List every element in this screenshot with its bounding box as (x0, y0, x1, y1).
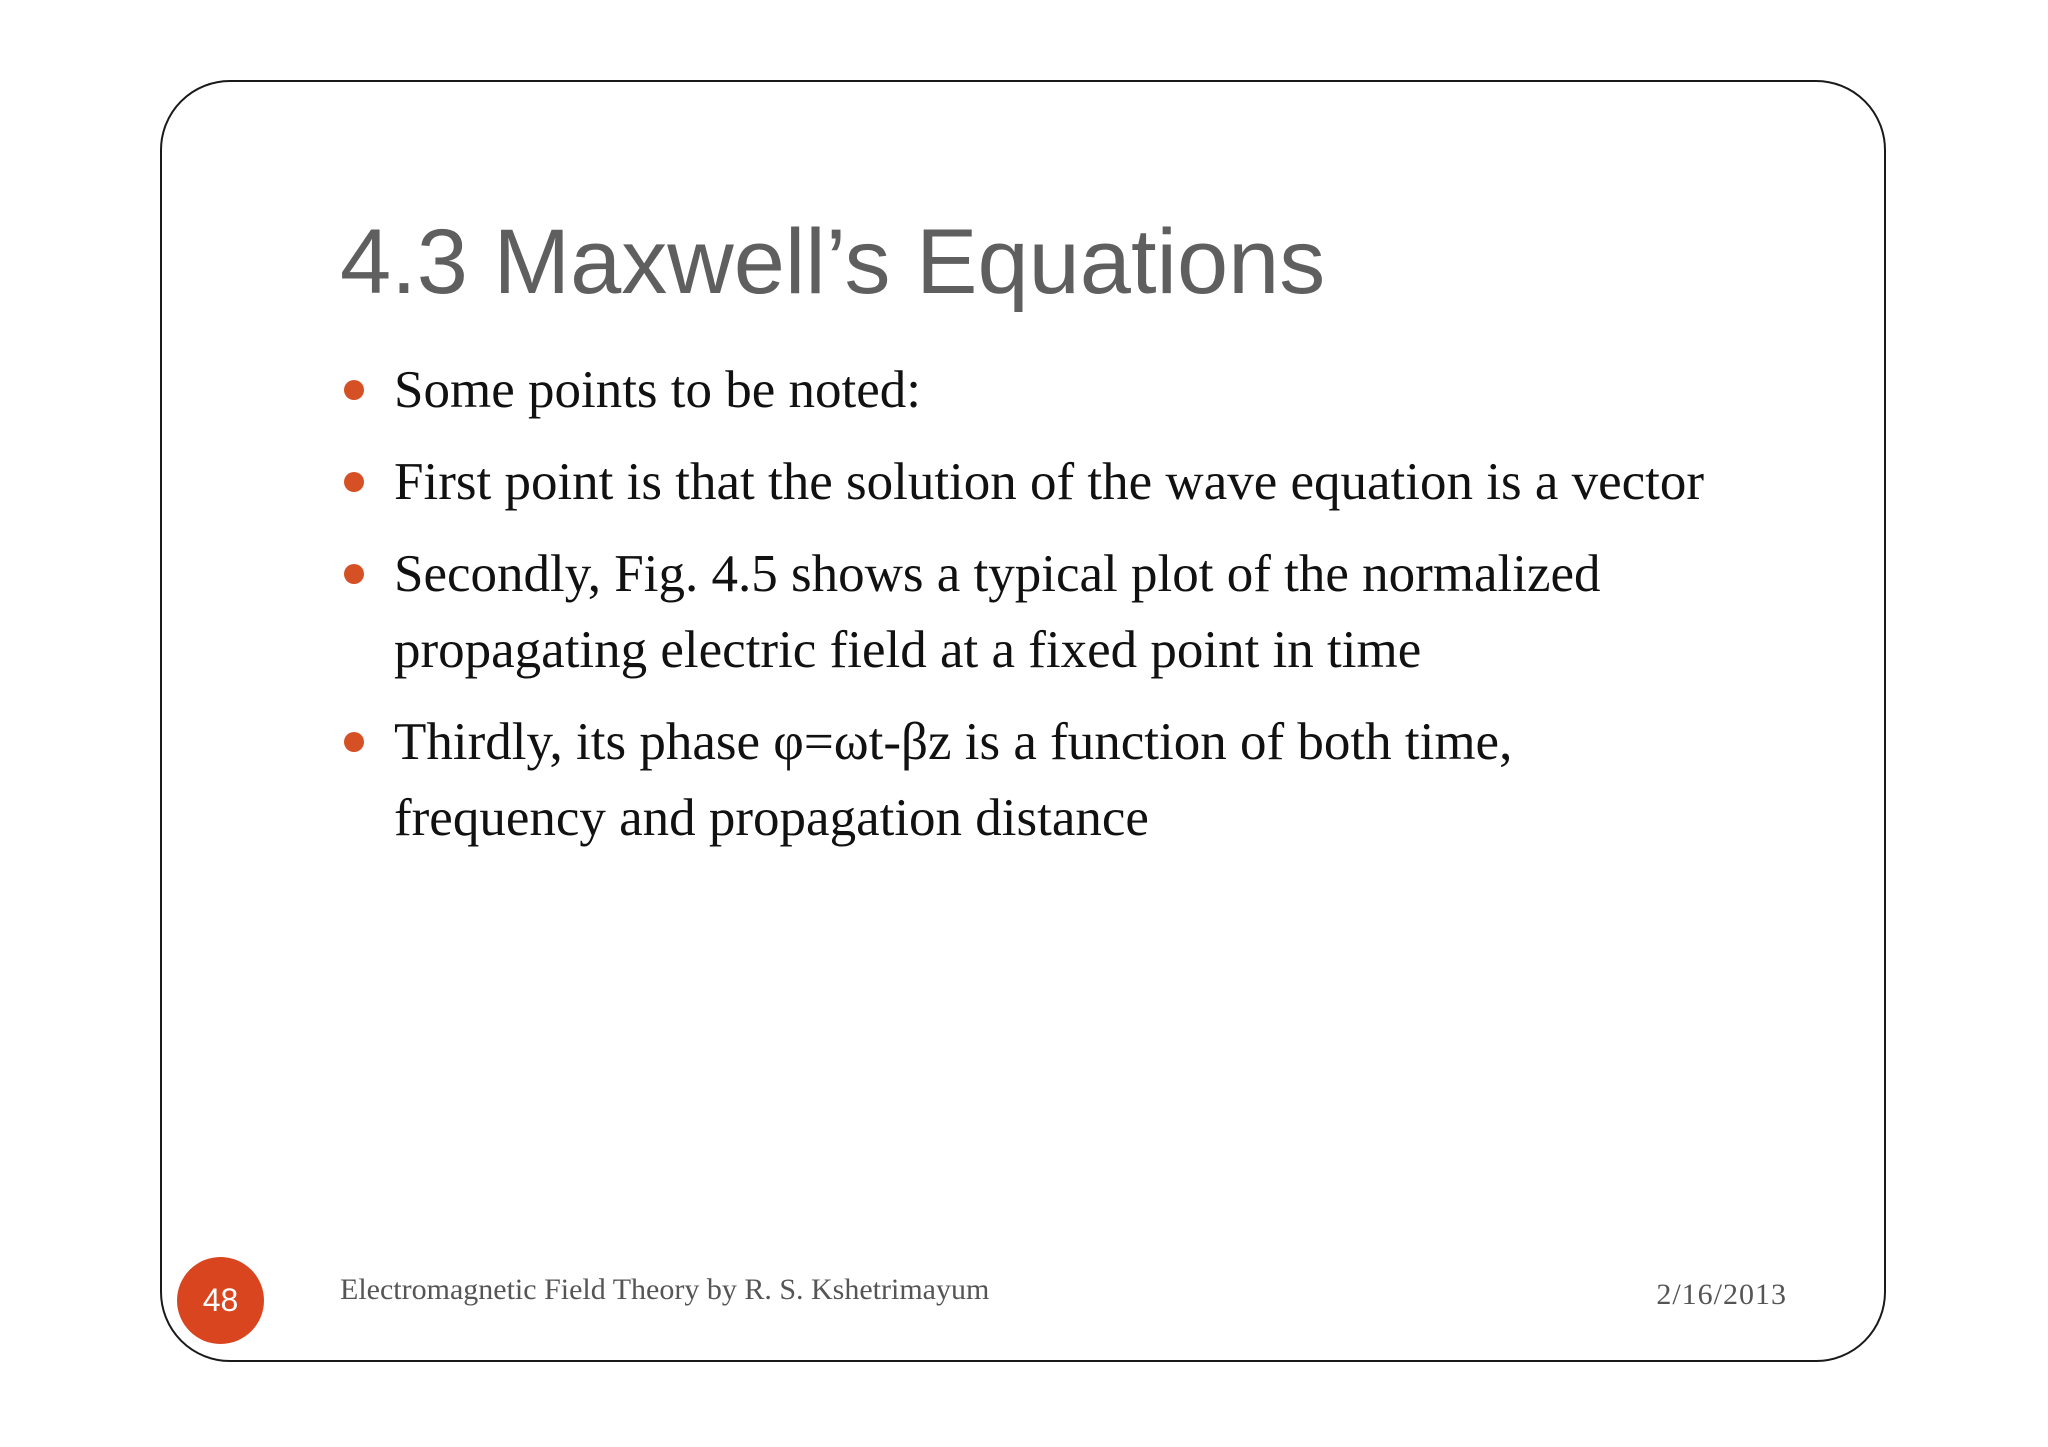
bullet-text: Secondly, Fig. 4.5 shows a typical plot of the normalized propagating electric field at a fixed point in time (394, 545, 1601, 679)
slide-title: 4.3 Maxwell’s Equations (340, 211, 1326, 313)
bullet-list (340, 352, 1710, 872)
footer-text: Electromagnetic Field Theory by R. S. Kshetrimayum (340, 1273, 990, 1306)
bullet-item (340, 352, 1710, 428)
bullet-text: Some points to be noted: (394, 361, 922, 419)
footer-date: 2/16/2013 (1656, 1278, 1787, 1311)
bullet-dot-icon (344, 564, 364, 584)
bullet-text: Thirdly, its phase φ=ωt-βz is a function of both time, frequency and propagation distance (394, 713, 1513, 847)
page-number-badge: 48 (177, 1257, 264, 1344)
bullet-dot-icon (344, 732, 364, 752)
bullet-item (340, 704, 1710, 856)
bullet-item (340, 536, 1710, 688)
bullet-text: First point is that the solution of the wave equation is a vector (394, 453, 1705, 511)
bullet-dot-icon (344, 380, 364, 400)
bullet-item (340, 444, 1710, 520)
bullet-dot-icon (344, 472, 364, 492)
